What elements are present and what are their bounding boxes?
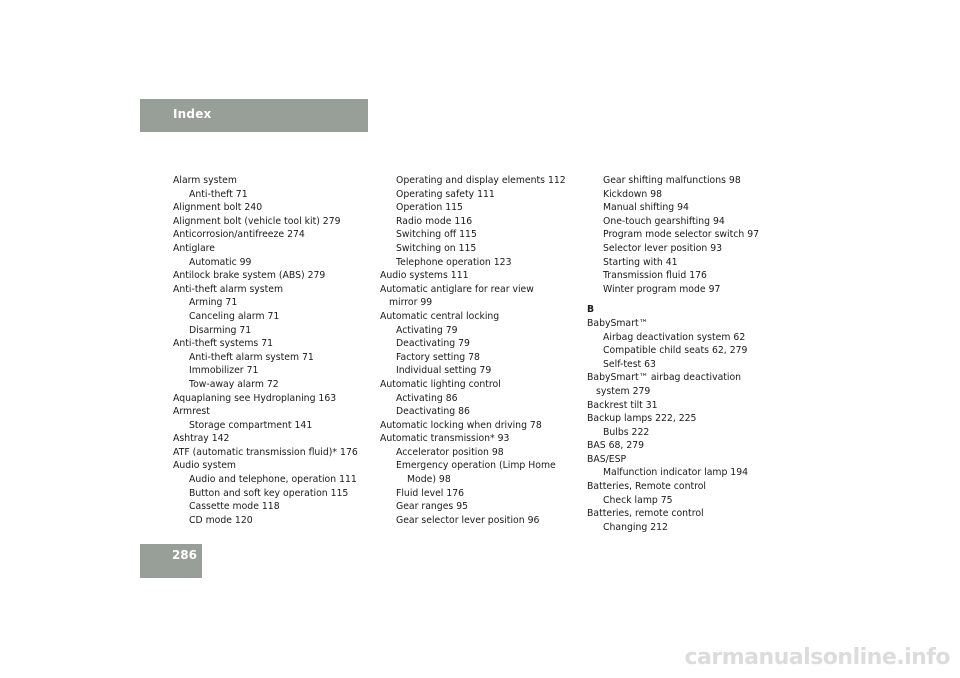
index-column-2 <box>380 174 566 527</box>
index-letter-heading: B <box>587 304 595 316</box>
index-entry: Batteries, remote control <box>587 508 704 520</box>
index-entry: Deactivating 79 <box>396 338 470 350</box>
index-entry: Starting with 41 <box>603 256 678 268</box>
index-entry: Operating safety 111 <box>396 188 495 200</box>
index-entry: Antiglare <box>173 242 215 254</box>
index-entry: Fluid level 176 <box>396 487 465 499</box>
index-entry: Audio and telephone, operation 111 <box>189 474 357 486</box>
index-entry: Alignment bolt 240 <box>173 202 263 214</box>
index-entry: BAS/ESP <box>587 453 627 465</box>
index-entry: Changing 212 <box>603 521 668 533</box>
index-entry: Operation 115 <box>396 202 463 214</box>
index-entry: mirror 99 <box>389 297 433 309</box>
index-entry: Batteries, Remote control <box>587 481 707 493</box>
index-entry: Malfunction indicator lamp 194 <box>603 467 749 479</box>
index-entry: Antilock brake system (ABS) 279 <box>173 270 326 282</box>
index-entry: Tow-away alarm 72 <box>189 378 279 390</box>
index-entry: Deactivating 86 <box>396 406 470 418</box>
index-entry: Backup lamps 222, 225 <box>587 413 697 425</box>
index-entry: Aquaplaning see Hydroplaning 163 <box>173 392 337 404</box>
index-entry: Bulbs 222 <box>603 426 650 438</box>
index-entry: Audio systems 111 <box>380 270 469 282</box>
index-entry: Button and soft key operation 115 <box>189 487 349 499</box>
index-entry: Gear shifting malfunctions 98 <box>603 175 741 186</box>
index-entry: BabySmart™ airbag deactivation <box>587 372 742 384</box>
index-entry: Accelerator position 98 <box>396 446 504 458</box>
index-entry: Individual setting 79 <box>396 365 492 377</box>
page-number: 286 <box>171 548 197 562</box>
index-entry: Automatic transmission* 93 <box>380 433 510 445</box>
index-entry: Telephone operation 123 <box>396 256 512 268</box>
index-entry: CD mode 120 <box>189 514 253 526</box>
index-column-3 <box>587 174 759 534</box>
header-band <box>140 99 368 132</box>
index-entry: Factory setting 78 <box>396 351 480 363</box>
index-entry: Switching off 115 <box>396 229 477 241</box>
index-entry: Radio mode 116 <box>396 215 473 227</box>
index-entry: Anti-theft 71 <box>189 188 248 200</box>
index-entry: ATF (automatic transmission fluid)* 176 <box>173 446 358 458</box>
index-entry: Ashtray 142 <box>173 433 230 445</box>
index-column-1 <box>173 174 358 527</box>
index-entry: BabySmart™ <box>587 317 648 329</box>
index-entry: Activating 79 <box>396 324 458 336</box>
index-entry: Automatic central locking <box>380 310 500 322</box>
index-entry: Program mode selector switch 97 <box>603 229 760 241</box>
index-entry: Anti-theft alarm system 71 <box>189 351 314 363</box>
index-entry: Cassette mode 118 <box>189 501 280 513</box>
index-entry: Anticorrosion/antifreeze 274 <box>173 229 305 241</box>
index-entry: Armrest <box>173 406 210 418</box>
index-entry: Anti-theft alarm system <box>173 283 284 295</box>
index-entry: Disarming 71 <box>189 324 252 336</box>
index-entry: Airbag deactivation system 62 <box>603 331 746 343</box>
index-entry: Immobilizer 71 <box>189 365 259 377</box>
section-title: Index <box>173 107 212 121</box>
index-entry: Transmission fluid 176 <box>603 270 707 282</box>
index-entry: Canceling alarm 71 <box>189 310 280 322</box>
index-entry: Switching on 115 <box>396 242 477 254</box>
index-entry: Backrest tilt 31 <box>587 399 658 411</box>
index-entry: Winter program mode 97 <box>603 283 721 295</box>
index-entry: Automatic lighting control <box>380 378 501 390</box>
index-entry: Kickdown 98 <box>603 188 663 200</box>
index-entry: Self-test 63 <box>603 358 656 370</box>
index-entry: Audio system <box>173 460 236 472</box>
index-entry: One-touch gearshifting 94 <box>603 215 725 227</box>
index-entry: Arming 71 <box>189 297 238 309</box>
index-entry: Selector lever position 93 <box>603 242 723 254</box>
index-entry: Alignment bolt (vehicle tool kit) 279 <box>173 215 341 227</box>
index-entry: Automatic locking when driving 78 <box>380 419 542 431</box>
index-entry: Anti-theft systems 71 <box>173 338 274 350</box>
index-entry: Automatic 99 <box>189 256 252 268</box>
page-number-box <box>140 544 202 578</box>
index-entry: Mode) 98 <box>407 474 451 486</box>
index-entry: Alarm system <box>173 175 237 186</box>
index-entry: Operating and display elements 112 <box>396 175 566 186</box>
index-entry: BAS 68, 279 <box>587 440 645 452</box>
index-entry: Storage compartment 141 <box>189 419 313 431</box>
index-entry: Manual shifting 94 <box>603 202 689 214</box>
index-entry: Compatible child seats 62, 279 <box>603 345 748 357</box>
index-entry: Emergency operation (Limp Home <box>396 460 556 472</box>
index-entry: Gear selector lever position 96 <box>396 514 540 526</box>
watermark: carmanualsonline.info <box>684 645 950 670</box>
index-entry: Check lamp 75 <box>603 494 673 506</box>
index-entry: Activating 86 <box>396 392 458 404</box>
index-entry: Gear ranges 95 <box>396 501 469 513</box>
index-entry: Automatic antiglare for rear view <box>380 283 534 295</box>
index-entry: system 279 <box>596 385 651 397</box>
